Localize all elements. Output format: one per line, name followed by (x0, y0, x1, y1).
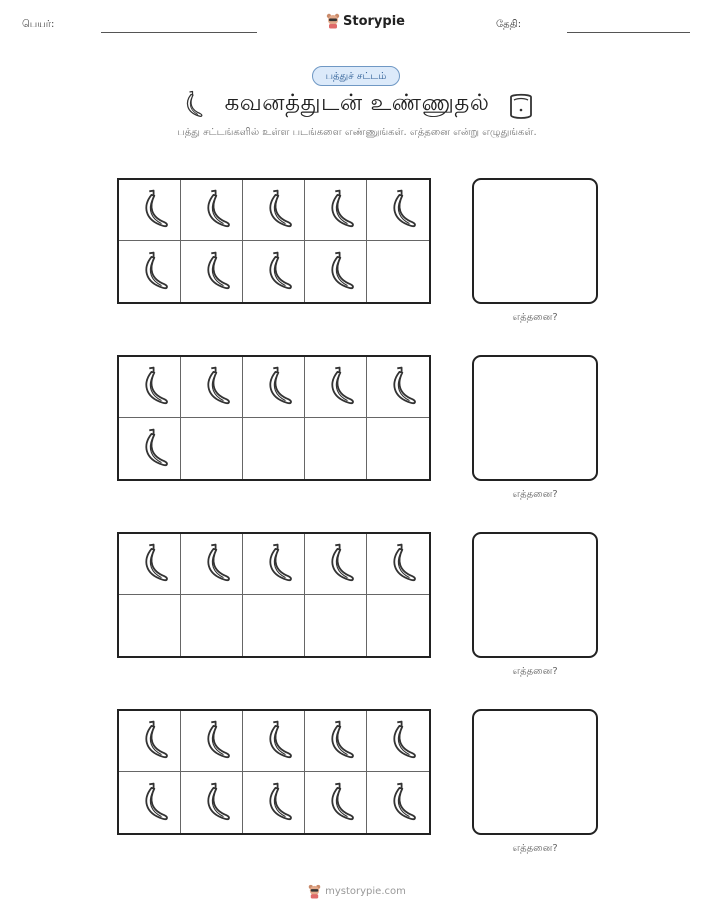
ten-frame-3 (117, 532, 431, 658)
banana-icon (375, 364, 421, 410)
frame-cell (243, 418, 305, 479)
answer-box-2[interactable] (472, 355, 598, 481)
count-question: எத்தனை? (512, 666, 558, 677)
banana-icon (375, 718, 421, 764)
banana-icon (251, 780, 297, 826)
answer-box-1[interactable] (472, 178, 598, 304)
banana-icon (127, 718, 173, 764)
category-badge: பத்துச் சட்டம் (312, 66, 400, 86)
frame-cell (119, 357, 181, 418)
bear-mascot-icon (308, 884, 321, 899)
date-line[interactable] (567, 32, 690, 33)
brand-name: Storypie (343, 13, 405, 29)
frame-cell (305, 241, 367, 302)
frame-cell (119, 534, 181, 595)
banana-icon (251, 249, 297, 295)
frame-cell (243, 534, 305, 595)
name-line[interactable] (101, 32, 257, 33)
frame-cell (181, 711, 243, 772)
banana-icon (313, 541, 359, 587)
frame-cell (305, 711, 367, 772)
banana-icon (375, 541, 421, 587)
frame-cell (367, 595, 429, 656)
banana-icon (313, 364, 359, 410)
frame-cell (367, 772, 429, 833)
ten-frame-4 (117, 709, 431, 835)
banana-icon (127, 364, 173, 410)
frame-cell (305, 357, 367, 418)
frame-cell (305, 772, 367, 833)
frame-cell (181, 241, 243, 302)
banana-icon (189, 541, 235, 587)
count-question: எத்தனை? (512, 489, 558, 500)
frame-cell (367, 534, 429, 595)
frame-cell (181, 180, 243, 241)
frame-cell (367, 357, 429, 418)
bear-mascot-icon (326, 13, 340, 29)
instructions: பத்து சட்டங்களில் உள்ள படங்களை எண்ணுங்கள். எத்தனை என்று எழுதுங்கள். (177, 127, 537, 138)
frame-cell (119, 711, 181, 772)
banana-icon (251, 718, 297, 764)
banana-icon (189, 780, 235, 826)
banana-icon (127, 249, 173, 295)
frame-cell (305, 180, 367, 241)
ten-frame-2 (117, 355, 431, 481)
banana-icon (127, 187, 173, 233)
banana-icon (251, 187, 297, 233)
frame-cell (181, 772, 243, 833)
footer-url[interactable]: mystorypie.com (325, 886, 406, 897)
frame-cell (119, 180, 181, 241)
frame-cell (181, 595, 243, 656)
frame-cell (305, 418, 367, 479)
name-label: பெயர்: (22, 19, 55, 30)
frame-cell (243, 711, 305, 772)
frame-cell (305, 534, 367, 595)
count-question: எத்தனை? (512, 312, 558, 323)
frame-cell (243, 595, 305, 656)
footer (0, 884, 714, 899)
frame-cell (367, 241, 429, 302)
banana-icon (313, 718, 359, 764)
banana-icon (189, 364, 235, 410)
answer-box-3[interactable] (472, 532, 598, 658)
frame-cell (181, 357, 243, 418)
date-label: தேதி: (496, 19, 522, 30)
frame-cell (119, 595, 181, 656)
frame-cell (367, 418, 429, 479)
banana-icon (375, 780, 421, 826)
frame-cell (119, 772, 181, 833)
banana-icon (375, 187, 421, 233)
banana-icon (127, 426, 173, 472)
frame-cell (305, 595, 367, 656)
ten-frame-1 (117, 178, 431, 304)
banana-icon (313, 780, 359, 826)
page-title: கவனத்துடன் உண்ணுதல் (224, 90, 490, 116)
frame-cell (367, 711, 429, 772)
frame-cell (243, 241, 305, 302)
frame-cell (243, 357, 305, 418)
banana-icon (251, 364, 297, 410)
count-question: எத்தனை? (512, 843, 558, 854)
banana-icon (313, 249, 359, 295)
frame-cell (243, 180, 305, 241)
plate-icon (506, 91, 536, 121)
answer-box-4[interactable] (472, 709, 598, 835)
frame-cell (181, 534, 243, 595)
banana-icon (189, 249, 235, 295)
banana-icon (127, 541, 173, 587)
frame-cell (119, 418, 181, 479)
brand-logo (326, 13, 405, 29)
banana-icon (127, 780, 173, 826)
banana-icon (189, 718, 235, 764)
frame-cell (181, 418, 243, 479)
frame-cell (119, 241, 181, 302)
banana-icon (251, 541, 297, 587)
frame-cell (367, 180, 429, 241)
banana-icon (313, 187, 359, 233)
frame-cell (243, 772, 305, 833)
banana-icon (189, 187, 235, 233)
